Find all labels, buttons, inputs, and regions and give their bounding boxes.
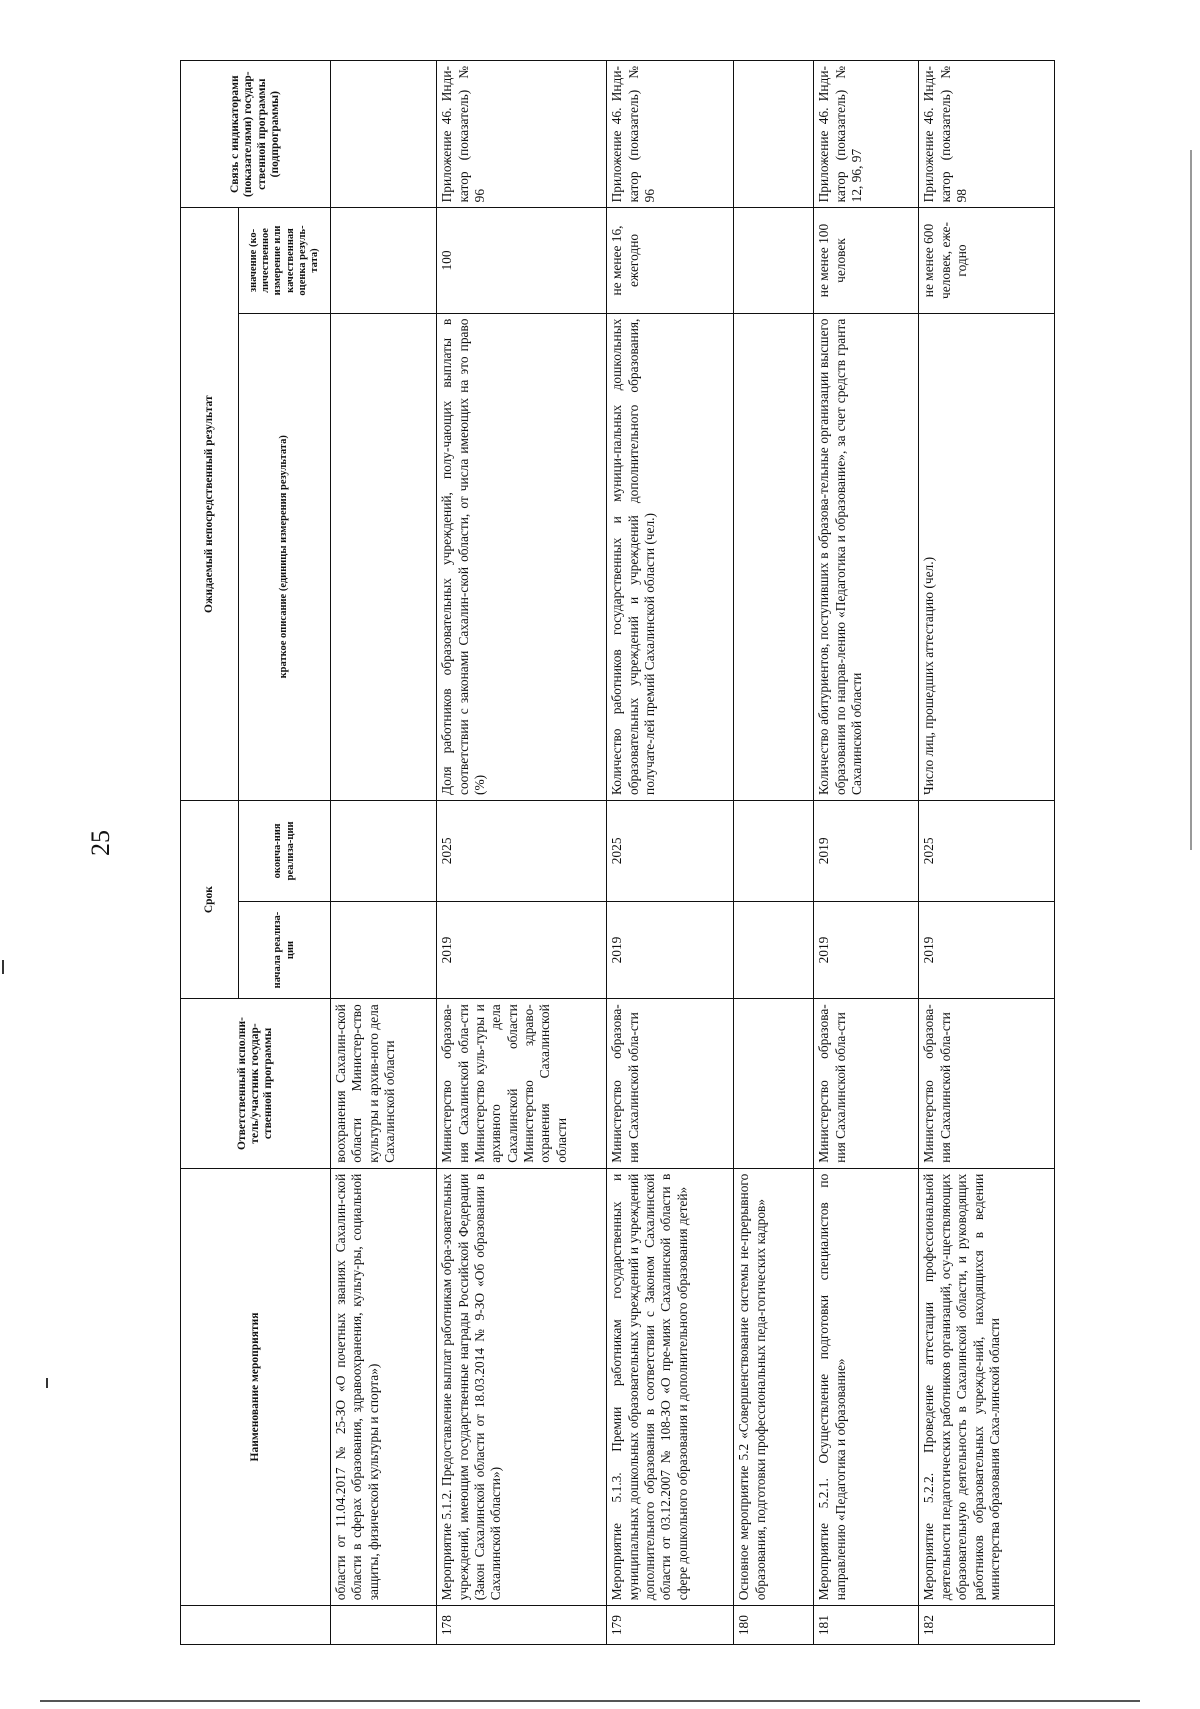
- row-start: 2019: [814, 901, 919, 998]
- table-row: [437, 61, 607, 1645]
- table-row: [919, 61, 1055, 1645]
- scan-mark: [1190, 150, 1192, 850]
- row-link: Приложение 46. Инди-катор (показатель) № 96: [607, 61, 734, 208]
- row-end: 2025: [437, 800, 607, 901]
- header-desc: краткое описание (единицы измерения результата): [239, 313, 331, 800]
- header-num: [181, 1606, 331, 1645]
- row-value: не менее 600 человек, еже-годно: [919, 208, 1055, 313]
- row-end: [331, 800, 437, 901]
- table-row: [814, 61, 919, 1645]
- row-number: 181: [814, 1606, 919, 1645]
- row-desc: [331, 313, 437, 800]
- row-number: 179: [607, 1606, 734, 1645]
- page-number: 25: [86, 830, 115, 856]
- row-value: не менее 16, ежегодно: [607, 208, 734, 313]
- row-responsible: Министерство образова-ния Сахалинской обла-сти: [607, 999, 734, 1168]
- row-desc: Доля работников образовательных учреждений, полу-чающих выплаты в соответствии с законами Сахалин-ской области, от числа имеющих на это право (%): [437, 313, 607, 800]
- row-responsible: Министерство образова-ния Сахалинской обла-сти: [919, 999, 1055, 1168]
- header-responsible: Ответственный исполни-тель/участник государ-ственной программы: [181, 999, 331, 1168]
- row-start: 2019: [437, 901, 607, 998]
- table-row: [734, 61, 814, 1645]
- row-start: [331, 901, 437, 998]
- row-link: [331, 61, 437, 208]
- row-link: [734, 61, 814, 208]
- row-responsible: Министерство образова-ния Сахалинской обла-сти: [814, 999, 919, 1168]
- row-end: 2019: [814, 800, 919, 901]
- row-number: [331, 1606, 437, 1645]
- row-desc: Количество абитуриентов, поступивших в образова-тельные организации высшего образования по направ-лению «Педагогика и образование», за счет средств гранта Сахалинской области: [814, 313, 919, 800]
- scan-mark: [40, 1700, 1140, 1702]
- row-name: Мероприятие 5.2.2. Проведение аттестации профессиональной деятельности педагогических работников организаций, осу-ществляющих образовательную деятельность в Сахалинской области, и руководящих работников образовательных учрежде-ний, находящихся в ведении министерства образования Саха-линской области: [919, 1168, 1055, 1606]
- row-value: [734, 208, 814, 313]
- row-start: [734, 901, 814, 998]
- table-row: [607, 61, 734, 1645]
- header-row-1: [181, 61, 239, 1645]
- row-number: 178: [437, 1606, 607, 1645]
- header-name: Наименование мероприятия: [181, 1168, 331, 1606]
- row-name: Мероприятие 5.1.3. Премии работникам государственных и муниципальных дошкольных образовательных учреждений и учреждений дополнительного образования в соответствии с Законом Сахалинской области от 03.12.2007 № 108-ЗО «О пре-миях Сахалинской области в сфере дошкольного образования и дополнительного образования детей»: [607, 1168, 734, 1606]
- row-link: Приложение 46. Инди-катор (показатель) № 98: [919, 61, 1055, 208]
- row-desc: Количество работников государственных и муници-пальных дошкольных образовательных учреждений и учреждений дополнительного образования, получате-лей премий Сахалинской области (чел.): [607, 313, 734, 800]
- row-end: 2025: [607, 800, 734, 901]
- row-desc: [734, 313, 814, 800]
- row-responsible: Министерство образова-ния Сахалинской обла-сти Министерство куль-туры и архивного дела Сахалинской области Министерство здраво-охранения Сахалинской области: [437, 999, 607, 1168]
- row-name: Мероприятие 5.2.1. Осуществление подготовки специалистов по направлению «Педагогика и образование»: [814, 1168, 919, 1606]
- row-end: [734, 800, 814, 901]
- row-responsible: воохранения Сахалин-ской области Министер-ство культуры и архив-ного дела Сахалинской области: [331, 999, 437, 1168]
- header-expected: Ожидаемый непосредственный результат: [181, 208, 239, 801]
- table-row: [331, 61, 437, 1645]
- header-value: значение (ко-личественное измерение или качественная оценка резуль-тата): [239, 208, 331, 313]
- row-value: [331, 208, 437, 313]
- row-start: 2019: [607, 901, 734, 998]
- scan-mark: [2, 960, 4, 974]
- row-link: Приложение 46. Инди-катор (показатель) № 12, 96, 97: [814, 61, 919, 208]
- row-value: 100: [437, 208, 607, 313]
- header-term-start: начала реализа-ции: [239, 901, 331, 998]
- row-value: не менее 100 человек: [814, 208, 919, 313]
- row-responsible: [734, 999, 814, 1168]
- rotated-table-container: [180, 60, 1055, 1645]
- header-term-end: оконча-ния реализа-ции: [239, 800, 331, 901]
- row-name: области от 11.04.2017 № 25-ЗО «О почетных званиях Сахалин-ской области в сферах образования, здравоохранения, культу-ры, социальной защиты, физической культуры и спорта»): [331, 1168, 437, 1606]
- row-link: Приложение 46. Инди-катор (показатель) № 96: [437, 61, 607, 208]
- row-desc: Число лиц, прошедших аттестацию (чел.): [919, 313, 1055, 800]
- row-name: Мероприятие 5.1.2. Предоставление выплат работникам обра-зовательных учреждений, имеющим государственные награды Российской Федерации (Закон Сахалинской области от 18.03.2014 № 9-ЗО «Об образовании в Сахалинской области»): [437, 1168, 607, 1606]
- header-term: Срок: [181, 800, 239, 998]
- header-link: Связь с индикаторами (показателями) государ-ственной программы (подпрограммы): [181, 61, 331, 208]
- row-number: 180: [734, 1606, 814, 1645]
- scan-mark: [46, 1378, 48, 1388]
- row-start: 2019: [919, 901, 1055, 998]
- row-end: 2025: [919, 800, 1055, 901]
- row-name: Основное мероприятие 5.2 «Совершенствование системы не-прерывного образования, подготовки профессиональных педа-гогических кадров»: [734, 1168, 814, 1606]
- row-number: 182: [919, 1606, 1055, 1645]
- measures-table: [180, 60, 1055, 1645]
